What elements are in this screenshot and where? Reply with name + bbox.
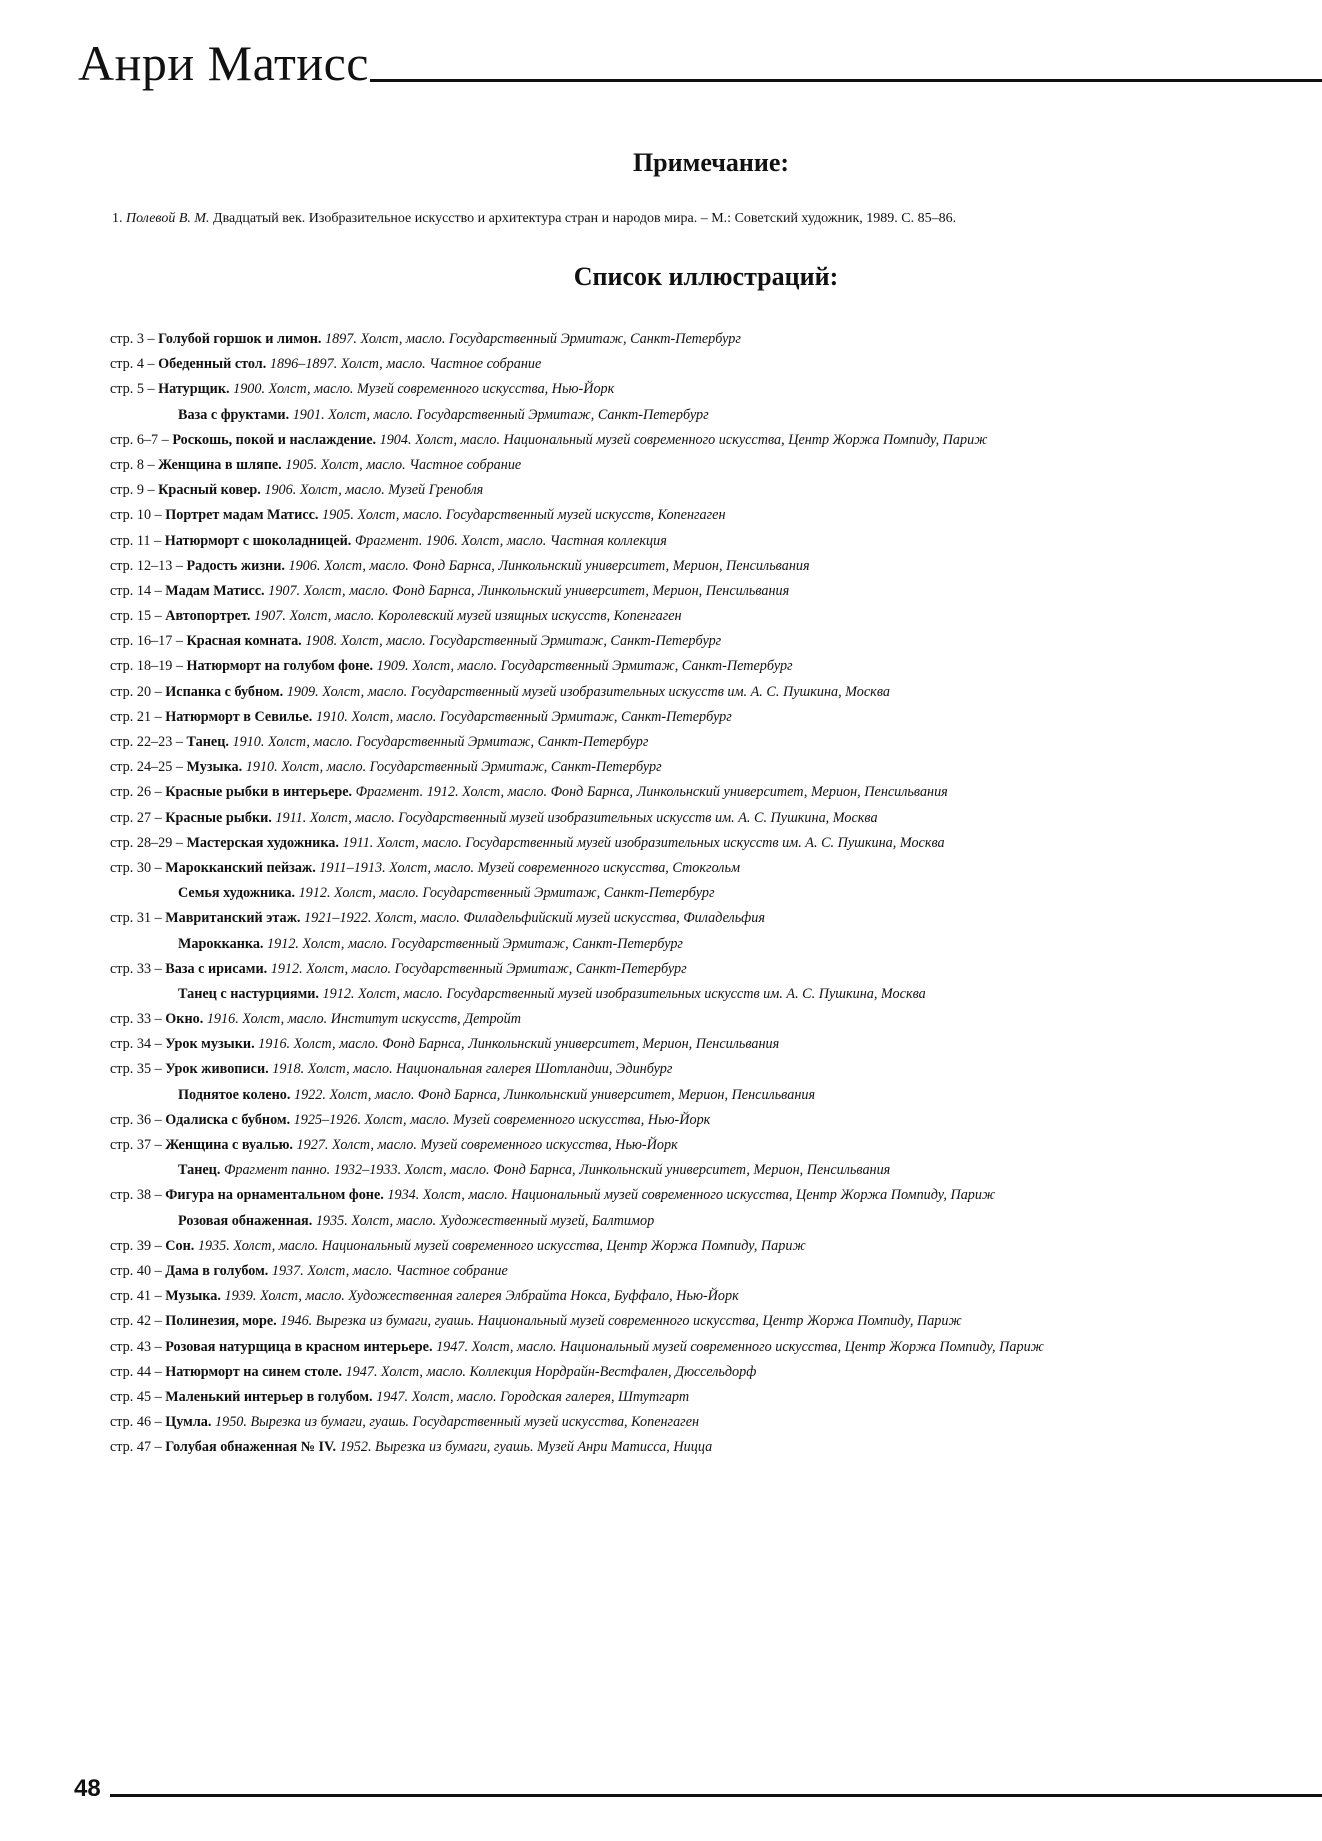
illustration-page: стр. 39 – xyxy=(110,1237,166,1254)
illustration-details: 1905. Холст, масло. Государственный музей искусств, Копенгаген xyxy=(318,507,726,524)
illustration-details: 1911–1913. Холст, масло. Музей современного искусства, Стокгольм xyxy=(315,859,741,876)
illustration-page: стр. 21 – xyxy=(110,708,166,725)
illustration-title: Дама в голубом. xyxy=(165,1262,269,1279)
illustration-item xyxy=(110,428,1310,453)
illustration-details: 1906. Холст, масло. Музей Гренобля xyxy=(260,482,484,499)
illustration-item xyxy=(110,831,1310,856)
illustration-title: Автопортрет. xyxy=(165,608,251,625)
illustration-item xyxy=(110,478,1310,503)
illustration-details: 1900. Холст, масло. Музей современного искусства, Нью-Йорк xyxy=(229,381,615,398)
illustration-details: 1909. Холст, масло. Государственный музей изобразительных искусств им. А. С. Пушкина, Москва xyxy=(283,683,890,700)
illustration-item xyxy=(110,629,1310,654)
illustration-title: Музыка. xyxy=(186,759,243,776)
illustration-title: Натюрморт с шоколадницей. xyxy=(164,532,352,549)
illustration-page: стр. 26 – xyxy=(110,784,166,801)
illustration-title: Розовая обнаженная. xyxy=(178,1212,313,1229)
illustration-details: 1904. Холст, масло. Национальный музей современного искусства, Центр Жоржа Помпиду, Париж xyxy=(376,431,988,448)
illustration-item xyxy=(110,957,1310,982)
illustration-title: Натюрморт на голубом фоне. xyxy=(186,658,374,675)
illustration-item xyxy=(110,680,1310,705)
illustration-title: Полинезия, море. xyxy=(165,1313,277,1330)
illustration-title: Поднятое колено. xyxy=(178,1086,291,1103)
illustration-details: 1934. Холст, масло. Национальный музей современного искусства, Центр Жоржа Помпиду, Париж xyxy=(383,1187,996,1204)
illustration-details: 1939. Холст, масло. Художественная галерея Элбрайта Нокса, Буффало, Нью-Йорк xyxy=(220,1288,739,1305)
illustration-page: стр. 8 – xyxy=(110,456,159,473)
illustration-page: стр. 35 – xyxy=(110,1061,166,1078)
illustration-item xyxy=(110,932,1310,957)
illustration-page: стр. 9 – xyxy=(110,482,159,499)
illustration-details: 1908. Холст, масло. Государственный Эрмитаж, Санкт-Петербург xyxy=(301,633,722,650)
illustration-details: 1910. Холст, масло. Государственный Эрмитаж, Санкт-Петербург xyxy=(242,759,662,776)
illustration-item xyxy=(110,1209,1310,1234)
illustration-page: стр. 47 – xyxy=(110,1439,166,1456)
running-header xyxy=(78,35,1322,91)
illustration-details: 1918. Холст, масло. Национальная галерея Шотландии, Эдинбург xyxy=(268,1061,673,1078)
illustration-details: 1907. Холст, масло. Фонд Барнса, Линкольнский университет, Мерион, Пенсильвания xyxy=(264,582,790,599)
page-number: 48 xyxy=(74,1775,101,1802)
illustration-title: Портрет мадам Матисс. xyxy=(165,507,319,524)
illustrations-list xyxy=(110,327,1310,1460)
illustration-page: стр. 40 – xyxy=(110,1262,166,1279)
illustration-title: Натюрморт на синем столе. xyxy=(165,1363,343,1380)
note-text: Двадцатый век. Изобразительное искусство и архитектура стран и народов мира. – М.: Советский художник, 1989. С. 85–86. xyxy=(209,211,957,226)
note-item xyxy=(112,210,1302,228)
illustration-details: 1897. Холст, масло. Государственный Эрмитаж, Санкт-Петербург xyxy=(321,331,741,347)
illustration-details: 1921–1922. Холст, масло. Филадельфийский музей искусства, Филадельфия xyxy=(300,910,765,927)
illustration-page: стр. 44 – xyxy=(110,1363,166,1380)
illustration-item xyxy=(110,906,1310,931)
illustration-item xyxy=(110,529,1310,554)
illustration-details: 1912. Холст, масло. Государственный Эрмитаж, Санкт-Петербург xyxy=(263,935,683,952)
illustration-item xyxy=(110,1108,1310,1133)
illustration-page: стр. 34 – xyxy=(110,1036,166,1053)
illustration-title: Красные рыбки. xyxy=(165,809,272,826)
note-number: 1. xyxy=(112,211,123,226)
illustration-page: стр. 28–29 – xyxy=(110,834,187,851)
illustration-details: Фрагмент. 1912. Холст, масло. Фонд Барнса, Линкольнский университет, Мерион, Пенсильвания xyxy=(352,784,948,801)
illustration-details: 1912. Холст, масло. Государственный Эрмитаж, Санкт-Петербург xyxy=(267,960,687,977)
illustration-page: стр. 14 – xyxy=(110,582,166,599)
illustration-item xyxy=(110,881,1310,906)
illustration-title: Танец. xyxy=(178,1162,221,1179)
illustration-title: Фигура на орнаментальном фоне. xyxy=(165,1187,384,1204)
illustration-details: 1907. Холст, масло. Королевский музей изящных искусств, Копенгаген xyxy=(250,608,682,625)
illustration-page: стр. 10 – xyxy=(110,507,166,524)
illustration-page: стр. 3 – xyxy=(110,331,159,347)
illustration-title: Натурщик. xyxy=(158,381,230,398)
illustration-item xyxy=(110,554,1310,579)
illustration-title: Радость жизни. xyxy=(186,557,285,574)
illustration-title: Танец с настурциями. xyxy=(178,985,319,1002)
illustration-item xyxy=(110,1007,1310,1032)
illustration-title: Голубой горшок и лимон. xyxy=(158,331,322,347)
illustration-page: стр. 36 – xyxy=(110,1111,166,1128)
illustration-details: 1947. Холст, масло. Городская галерея, Штутгарт xyxy=(372,1388,690,1405)
illustration-details: 1950. Вырезка из бумаги, гуашь. Государственный музей искусства, Копенгаген xyxy=(211,1414,700,1431)
illustration-title: Маленький интерьер в голубом. xyxy=(165,1388,373,1405)
illustration-item xyxy=(110,1158,1310,1183)
illustration-details: 1927. Холст, масло. Музей современного искусства, Нью-Йорк xyxy=(292,1137,678,1153)
illustration-page: стр. 16–17 – xyxy=(110,633,187,650)
illustration-item xyxy=(110,503,1310,528)
illustration-title: Урок музыки. xyxy=(165,1036,255,1053)
illustration-item xyxy=(110,1259,1310,1284)
illustration-item xyxy=(110,377,1310,402)
illustration-title: Натюрморт в Севилье. xyxy=(165,708,313,725)
illustration-page: стр. 22–23 – xyxy=(110,734,187,750)
illustration-title: Красный ковер. xyxy=(158,482,261,499)
illustration-title: Марокканский пейзаж. xyxy=(165,859,316,876)
illustration-title: Роскошь, покой и наслаждение. xyxy=(172,431,377,448)
illustration-item xyxy=(110,1410,1310,1435)
illustration-details: 1947. Холст, масло. Национальный музей современного искусства, Центр Жоржа Помпиду, Париж xyxy=(432,1338,1044,1355)
illustration-page: стр. 31 – xyxy=(110,910,166,927)
illustration-title: Голубая обнаженная № IV. xyxy=(165,1439,337,1456)
illustration-details: 1910. Холст, масло. Государственный Эрмитаж, Санкт-Петербург xyxy=(228,734,649,750)
illustration-item xyxy=(110,856,1310,881)
notes-heading: Примечание: xyxy=(632,148,790,177)
illustration-details: 1912. Холст, масло. Государственный Эрмитаж, Санкт-Петербург xyxy=(295,885,715,902)
illustration-details: 1935. Холст, масло. Художественный музей, Балтимор xyxy=(312,1212,655,1229)
illustration-item xyxy=(110,1083,1310,1108)
illustration-page: стр. 20 – xyxy=(110,683,166,700)
illustration-title: Танец. xyxy=(186,734,229,750)
illustration-details: 1911. Холст, масло. Государственный музей изобразительных искусств им. А. С. Пушкина, Москва xyxy=(271,809,878,826)
illustration-page: стр. 15 – xyxy=(110,608,166,625)
illustration-page: стр. 45 – xyxy=(110,1388,166,1405)
header-title: Анри Матисс xyxy=(78,35,369,91)
illustration-item xyxy=(110,982,1310,1007)
illustration-details: 1910. Холст, масло. Государственный Эрмитаж, Санкт-Петербург xyxy=(312,708,732,725)
illustration-item xyxy=(110,1385,1310,1410)
header-rule xyxy=(370,79,1322,82)
illustration-details: Фрагмент панно. 1932–1933. Холст, масло. Фонд Барнса, Линкольнский университет, Мерион, Пенсильвания xyxy=(220,1162,891,1179)
illustration-details: 1916. Холст, масло. Фонд Барнса, Линкольнский университет, Мерион, Пенсильвания xyxy=(254,1036,780,1053)
illustration-title: Марокканка. xyxy=(178,935,264,952)
illustration-title: Мадам Матисс. xyxy=(165,582,265,599)
illustration-page: стр. 24–25 – xyxy=(110,759,187,776)
illustration-details: 1925–1926. Холст, масло. Музей современного искусства, Нью-Йорк xyxy=(290,1111,711,1128)
illustration-page: стр. 6–7 – xyxy=(110,431,173,448)
illustration-page: стр. 27 – xyxy=(110,809,166,826)
illustration-page: стр. 42 – xyxy=(110,1313,166,1330)
illustration-details: 1901. Холст, масло. Государственный Эрмитаж, Санкт-Петербург xyxy=(289,406,709,423)
illustration-item xyxy=(110,730,1310,755)
illustration-details: 1911. Холст, масло. Государственный музей изобразительных искусств им. А. С. Пушкина, Москва xyxy=(338,834,945,851)
illustration-title: Цумла. xyxy=(165,1414,212,1431)
illustration-details: 1947. Холст, масло. Коллекция Нордрайн-Вестфален, Дюссельдорф xyxy=(342,1363,757,1380)
note-author: Полевой В. М. xyxy=(126,211,210,226)
illustration-item xyxy=(110,755,1310,780)
illustration-page: стр. 5 – xyxy=(110,381,159,398)
illustration-item xyxy=(110,352,1310,377)
illustration-title: Ваза с фруктами. xyxy=(178,406,290,423)
illustration-page: стр. 4 – xyxy=(110,356,159,373)
illustration-title: Музыка. xyxy=(165,1288,221,1305)
illustration-details: 1909. Холст, масло. Государственный Эрмитаж, Санкт-Петербург xyxy=(373,658,793,675)
illustration-item xyxy=(110,1234,1310,1259)
illustration-item xyxy=(110,327,1310,352)
illustration-page: стр. 43 – xyxy=(110,1338,166,1355)
illustration-item xyxy=(110,1057,1310,1082)
illustration-details: 1916. Холст, масло. Институт искусств, Детройт xyxy=(203,1011,521,1028)
illustration-title: Окно. xyxy=(165,1011,204,1028)
illustration-item xyxy=(110,579,1310,604)
illustration-title: Красная комната. xyxy=(186,633,302,650)
illustration-item xyxy=(110,1435,1310,1460)
illustration-details: 1912. Холст, масло. Государственный музей изобразительных искусств им. А. С. Пушкина, Москва xyxy=(318,985,926,1002)
illustration-item xyxy=(110,1133,1310,1158)
illustration-title: Ваза с ирисами. xyxy=(165,960,268,977)
illustration-title: Мастерская художника. xyxy=(186,834,339,851)
illustration-details: 1946. Вырезка из бумаги, гуашь. Национальный музей современного искусства, Центр Жоржа Помпиду, Париж xyxy=(276,1313,962,1330)
illustration-page: стр. 37 – xyxy=(110,1137,166,1153)
page-footer xyxy=(74,1775,1322,1805)
illustration-details: 1935. Холст, масло. Национальный музей современного искусства, Центр Жоржа Помпиду, Париж xyxy=(194,1237,806,1254)
illustration-page: стр. 30 – xyxy=(110,859,166,876)
illustration-page: стр. 41 – xyxy=(110,1288,166,1305)
illustration-title: Женщина с вуалью. xyxy=(165,1137,293,1153)
footer-rule xyxy=(110,1794,1322,1797)
illustration-page: стр. 33 – xyxy=(110,1011,166,1028)
illustration-item xyxy=(110,705,1310,730)
illustration-title: Женщина в шляпе. xyxy=(158,456,282,473)
illustration-page: стр. 33 – xyxy=(110,960,166,977)
illustration-item xyxy=(110,1284,1310,1309)
illustration-item xyxy=(110,654,1310,679)
illustration-details: 1952. Вырезка из бумаги, гуашь. Музей Анри Матисса, Ницца xyxy=(336,1439,713,1456)
illustration-title: Семья художника. xyxy=(178,885,296,902)
illustration-page: стр. 12–13 – xyxy=(110,557,187,574)
illustration-title: Испанка с бубном. xyxy=(165,683,284,700)
illustration-title: Одалиска с бубном. xyxy=(165,1111,291,1128)
illustration-item xyxy=(110,1183,1310,1208)
illustration-title: Сон. xyxy=(165,1237,195,1254)
illustrations-heading: Список иллюстраций: xyxy=(573,262,839,291)
illustration-page: стр. 46 – xyxy=(110,1414,166,1431)
illustration-title: Мавританский этаж. xyxy=(165,910,301,927)
illustration-title: Красные рыбки в интерьере. xyxy=(165,784,353,801)
illustration-item xyxy=(110,604,1310,629)
illustration-title: Розовая натурщица в красном интерьере. xyxy=(165,1338,433,1355)
illustration-item xyxy=(110,1360,1310,1385)
illustration-item xyxy=(110,403,1310,428)
illustration-item xyxy=(110,1335,1310,1360)
illustration-item xyxy=(110,780,1310,805)
illustration-title: Обеденный стол. xyxy=(158,356,267,373)
illustration-item xyxy=(110,1309,1310,1334)
illustration-item xyxy=(110,806,1310,831)
illustration-details: 1937. Холст, масло. Частное собрание xyxy=(268,1262,508,1279)
illustration-page: стр. 11 – xyxy=(110,532,165,549)
illustration-details: 1905. Холст, масло. Частное собрание xyxy=(281,456,522,473)
illustration-details: Фрагмент. 1906. Холст, масло. Частная коллекция xyxy=(351,532,667,549)
illustration-page: стр. 38 – xyxy=(110,1187,166,1204)
illustration-details: 1906. Холст, масло. Фонд Барнса, Линкольнский университет, Мерион, Пенсильвания xyxy=(284,557,810,574)
illustration-details: 1922. Холст, масло. Фонд Барнса, Линкольнский университет, Мерион, Пенсильвания xyxy=(290,1086,816,1103)
illustration-item xyxy=(110,1032,1310,1057)
illustration-details: 1896–1897. Холст, масло. Частное собрание xyxy=(266,356,542,373)
illustration-page: стр. 18–19 – xyxy=(110,658,187,675)
illustration-item xyxy=(110,453,1310,478)
illustration-title: Урок живописи. xyxy=(165,1061,269,1078)
